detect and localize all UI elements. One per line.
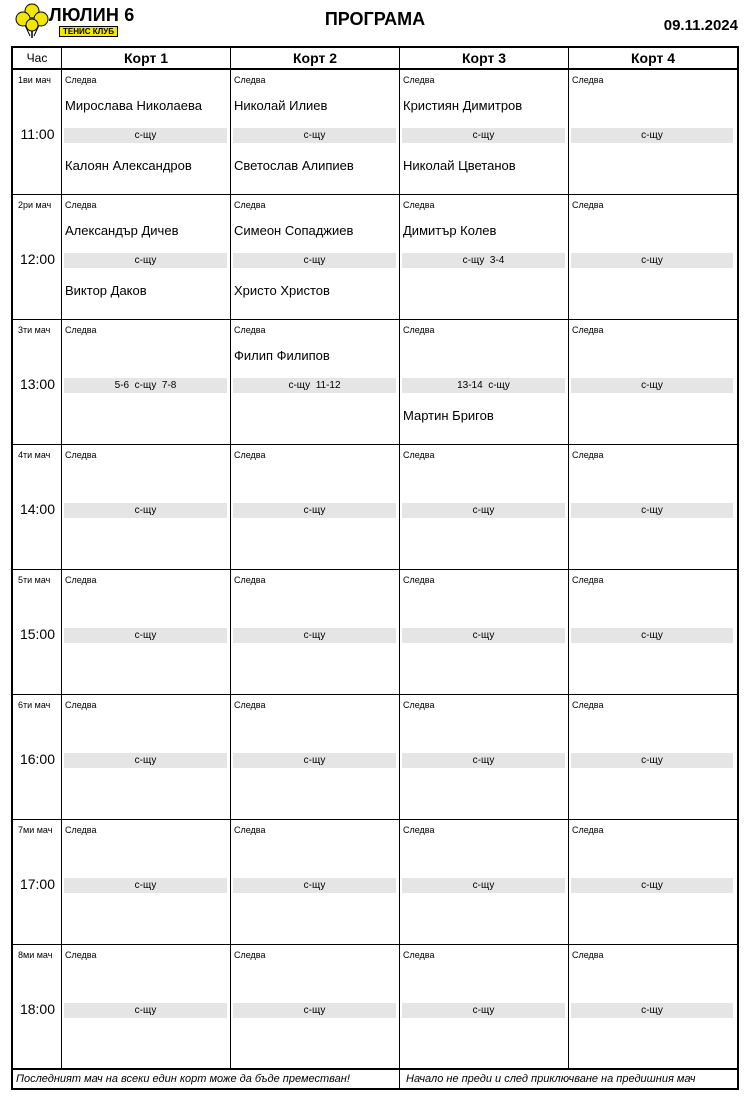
schedule-row xyxy=(13,695,737,820)
versus-bar: с-щу xyxy=(571,378,733,393)
court-3-cell xyxy=(400,195,569,319)
versus-bar: с-щу xyxy=(233,753,396,768)
next-label: Следва xyxy=(234,700,266,710)
time-cell xyxy=(13,695,62,819)
court-2-cell xyxy=(231,195,400,319)
player-bottom: Виктор Даков xyxy=(65,283,147,298)
time-cell xyxy=(13,195,62,319)
time-cell xyxy=(13,445,62,569)
court-3-cell xyxy=(400,820,569,944)
court-2-cell xyxy=(231,320,400,444)
footer-note-right: Начало не преди и след приключване на предишния мач xyxy=(406,1073,696,1085)
court-3-cell xyxy=(400,570,569,694)
versus-bar: с-щу xyxy=(64,753,227,768)
next-label: Следва xyxy=(65,575,97,585)
next-label: Следва xyxy=(65,450,97,460)
next-label: Следва xyxy=(65,950,97,960)
schedule-row xyxy=(13,195,737,320)
player-bottom: Христо Христов xyxy=(234,283,330,298)
versus-bar: с-щу xyxy=(571,628,733,643)
match-number-label: 7ми мач xyxy=(18,825,53,835)
next-label: Следва xyxy=(572,200,604,210)
next-label: Следва xyxy=(403,200,435,210)
court-4-cell xyxy=(569,570,737,694)
page-header xyxy=(0,0,750,44)
start-time-label: 13:00 xyxy=(19,376,56,392)
schedule-row xyxy=(13,70,737,195)
next-label: Следва xyxy=(234,325,266,335)
match-number-label: 4ти мач xyxy=(18,450,51,460)
player-top: Филип Филипов xyxy=(234,348,330,363)
versus-bar: с-щу xyxy=(233,253,396,268)
court-3-cell xyxy=(400,695,569,819)
court-1-header: Корт 1 xyxy=(62,48,231,68)
next-label: Следва xyxy=(572,75,604,85)
start-time-label: 14:00 xyxy=(19,501,56,517)
court-2-cell xyxy=(231,820,400,944)
court-1-cell xyxy=(62,70,231,194)
court-4-cell xyxy=(569,320,737,444)
court-3-header: Корт 3 xyxy=(400,48,569,68)
time-cell xyxy=(13,820,62,944)
court-3-cell xyxy=(400,70,569,194)
versus-bar: с-щу xyxy=(233,128,396,143)
court-1-cell xyxy=(62,195,231,319)
versus-bar: с-щу xyxy=(571,878,733,893)
table-header-row xyxy=(13,48,737,70)
versus-bar: с-щу xyxy=(233,878,396,893)
schedule-row xyxy=(13,445,737,570)
versus-bar: с-щу xyxy=(233,1003,396,1018)
time-cell xyxy=(13,945,62,1069)
versus-bar: с-щу xyxy=(64,1003,227,1018)
court-1-cell xyxy=(62,570,231,694)
schedule-table xyxy=(11,46,739,1090)
player-top: Симеон Сопаджиев xyxy=(234,223,354,238)
versus-bar: с-щу xyxy=(233,628,396,643)
start-time-label: 16:00 xyxy=(19,751,56,767)
next-label: Следва xyxy=(234,450,266,460)
versus-bar: с-щу xyxy=(571,253,733,268)
versus-bar: с-щу xyxy=(571,753,733,768)
schedule-row xyxy=(13,945,737,1070)
court-1-cell xyxy=(62,445,231,569)
next-label: Следва xyxy=(572,950,604,960)
court-1-cell xyxy=(62,945,231,1069)
versus-bar: с-щу xyxy=(402,628,565,643)
next-label: Следва xyxy=(403,575,435,585)
player-bottom: Светослав Алипиев xyxy=(234,158,354,173)
next-label: Следва xyxy=(572,825,604,835)
next-label: Следва xyxy=(572,325,604,335)
court-4-cell xyxy=(569,70,737,194)
match-number-label: 5ти мач xyxy=(18,575,51,585)
versus-bar: 5-6 с-щу 7-8 xyxy=(64,378,227,393)
match-number-label: 8ми мач xyxy=(18,950,53,960)
next-label: Следва xyxy=(65,200,97,210)
versus-bar: с-щу xyxy=(64,878,227,893)
versus-bar: с-щу xyxy=(233,503,396,518)
table-footer xyxy=(13,1068,737,1088)
versus-bar: с-щу 11-12 xyxy=(233,378,396,393)
club-subtitle: ТЕНИС КЛУБ xyxy=(59,26,118,37)
versus-bar: с-щу xyxy=(402,128,565,143)
page-title: ПРОГРАМА xyxy=(324,9,426,29)
versus-bar: 13-14 с-щу xyxy=(402,378,565,393)
start-time-label: 18:00 xyxy=(19,1001,56,1017)
player-bottom: Мартин Бригов xyxy=(403,408,494,423)
schedule-row xyxy=(13,570,737,695)
versus-bar: с-щу xyxy=(64,628,227,643)
next-label: Следва xyxy=(234,575,266,585)
court-2-cell xyxy=(231,695,400,819)
start-time-label: 11:00 xyxy=(20,126,55,142)
court-1-cell xyxy=(62,695,231,819)
court-2-cell xyxy=(231,445,400,569)
player-top: Александър Дичев xyxy=(65,223,179,238)
player-bottom: Николай Цветанов xyxy=(403,158,516,173)
next-label: Следва xyxy=(65,325,97,335)
versus-bar: с-щу xyxy=(64,128,227,143)
schedule-row xyxy=(13,820,737,945)
player-top: Мирослава Николаева xyxy=(65,98,202,113)
court-3-cell xyxy=(400,945,569,1069)
next-label: Следва xyxy=(234,200,266,210)
start-time-label: 17:00 xyxy=(19,876,56,892)
versus-bar: с-щу 3-4 xyxy=(402,253,565,268)
start-time-label: 15:00 xyxy=(19,626,56,642)
next-label: Следва xyxy=(403,700,435,710)
next-label: Следва xyxy=(234,950,266,960)
court-1-cell xyxy=(62,320,231,444)
next-label: Следва xyxy=(403,950,435,960)
match-number-label: 1ви мач xyxy=(18,75,51,85)
next-label: Следва xyxy=(572,450,604,460)
next-label: Следва xyxy=(65,700,97,710)
schedule-date: 09.11.2024 xyxy=(663,17,738,34)
time-cell xyxy=(13,570,62,694)
versus-bar: с-щу xyxy=(64,503,227,518)
next-label: Следва xyxy=(403,75,435,85)
court-4-cell xyxy=(569,945,737,1069)
versus-bar: с-щу xyxy=(571,128,733,143)
club-name: ЛЮЛИН 6 xyxy=(49,5,135,25)
court-4-cell xyxy=(569,445,737,569)
match-number-label: 6ти мач xyxy=(18,700,51,710)
court-4-cell xyxy=(569,695,737,819)
time-cell xyxy=(13,70,62,194)
court-4-header: Корт 4 xyxy=(631,50,675,66)
versus-bar: с-щу xyxy=(402,503,565,518)
next-label: Следва xyxy=(572,575,604,585)
next-label: Следва xyxy=(403,450,435,460)
versus-bar: с-щу xyxy=(402,878,565,893)
hour-column-header: Час xyxy=(13,48,62,68)
match-number-label: 3ти мач xyxy=(18,325,51,335)
footer-note-left: Последният мач на всеки един корт може да бъде преместван! xyxy=(13,1069,400,1089)
next-label: Следва xyxy=(403,825,435,835)
player-top: Николай Илиев xyxy=(234,98,328,113)
court-3-cell xyxy=(400,445,569,569)
match-number-label: 2ри мач xyxy=(18,200,52,210)
player-top: Димитър Колев xyxy=(403,223,497,238)
versus-bar: с-щу xyxy=(571,503,733,518)
court-3-cell xyxy=(400,320,569,444)
next-label: Следва xyxy=(234,75,266,85)
court-2-cell xyxy=(231,570,400,694)
court-2-cell xyxy=(231,70,400,194)
start-time-label: 12:00 xyxy=(19,251,56,267)
next-label: Следва xyxy=(403,325,435,335)
next-label: Следва xyxy=(234,825,266,835)
player-top: Кристиян Димитров xyxy=(403,98,523,113)
court-2-header: Корт 2 xyxy=(231,48,400,68)
versus-bar: с-щу xyxy=(402,1003,565,1018)
next-label: Следва xyxy=(65,75,97,85)
court-4-cell xyxy=(569,195,737,319)
time-cell xyxy=(13,320,62,444)
court-4-cell xyxy=(569,820,737,944)
next-label: Следва xyxy=(572,700,604,710)
player-bottom: Калоян Александров xyxy=(65,158,192,173)
court-2-cell xyxy=(231,945,400,1069)
versus-bar: с-щу xyxy=(571,1003,733,1018)
schedule-row xyxy=(13,320,737,445)
court-1-cell xyxy=(62,820,231,944)
next-label: Следва xyxy=(65,825,97,835)
versus-bar: с-щу xyxy=(402,753,565,768)
versus-bar: с-щу xyxy=(64,253,227,268)
